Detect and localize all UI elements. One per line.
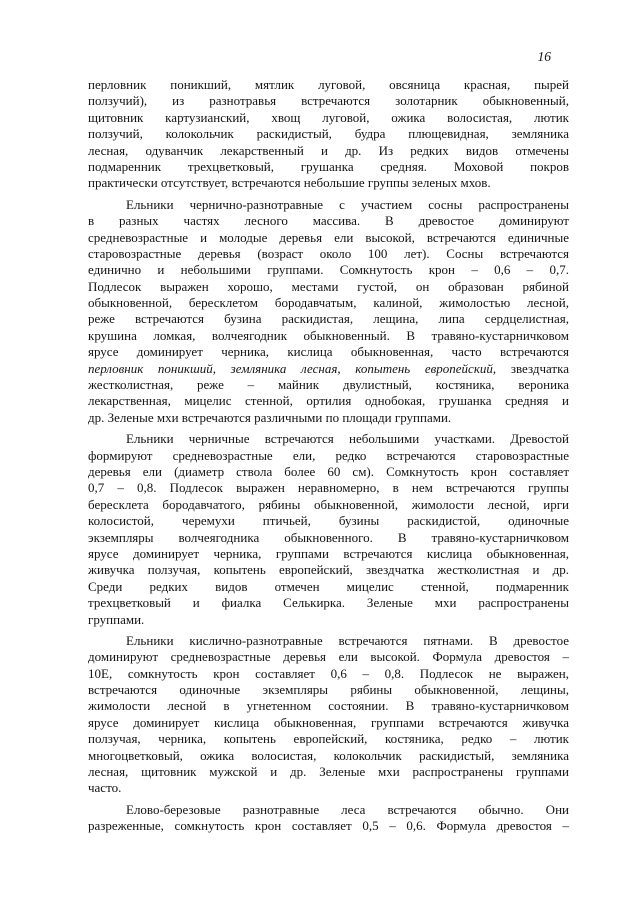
text-line: жестколистная, реже – майник двулистный, костяника, вероника <box>88 377 569 393</box>
text-line: подмаренник трехцветковый, грушанка средняя. Моховой покров <box>88 158 569 174</box>
text-line: единично и небольшими группами. Сомкнутость крон – 0,6 – 0,7. <box>88 262 569 278</box>
text-line: доминируют средневозрастные деревья ели высокой. Формула древостоя – <box>88 649 569 665</box>
text-line: обыкновенной, бересклетом бородавчатым, калиной, жимолостью лесной, <box>88 295 569 311</box>
text-line: Ельники черничные встречаются небольшими участками. Древостой <box>126 431 569 447</box>
text-line: крушина ломкая, волчеягодник обыкновенный. В травяно-кустарничковом <box>88 327 569 343</box>
paragraph <box>88 802 569 835</box>
text-line: группами. <box>88 611 145 627</box>
text-line: колосистой, черемухи птичьей, бузины раскидистой, одиночные <box>88 513 569 529</box>
text-line: живучка ползучая, копытень европейский, звездчатка жестколистная и др. <box>88 562 569 578</box>
text-line: встречаются одиночные экземпляры рябины обыкновенной, лещины, <box>88 682 569 698</box>
text-line: бересклета бородавчатого, рябины обыкновенной, жимолости лесной, ирги <box>88 496 569 512</box>
text-line: ползучая, черника, копытень европейский, костяника, редко – лютик <box>88 731 569 747</box>
text-line: ярусе доминирует черника, кислица обыкновенная, часто встречаются <box>88 344 569 360</box>
paragraph <box>88 77 569 192</box>
text-line: трехцветковый и фиалка Селькирка. Зеленые мхи распространены <box>88 595 569 611</box>
paragraph <box>88 431 569 628</box>
text-line: многоцветковый, ожика волосистая, колокольчик раскидистый, земляника <box>88 747 569 763</box>
text-line: часто. <box>88 780 122 796</box>
text-line: Елово-березовые разнотравные леса встречаются обычно. Они <box>126 801 569 817</box>
text-line: практически отсутствует, встречаются небольшие группы зеленых мхов. <box>88 175 491 191</box>
text-line: ползучий, колокольчик раскидистый, будра плющевидная, земляника <box>88 126 569 142</box>
text-line: перловник поникший, земляника лесная, копытень европейский, звездчатка <box>88 360 570 376</box>
page-number: 16 <box>537 49 551 64</box>
text-line: жимолости лесной в угнетенном состоянии. В травяно-кустарничковом <box>88 698 569 714</box>
text-line: Подлесок выражен хорошо, местами густой, он образован рябиной <box>88 278 569 294</box>
text-line: Среди редких видов отмечен мицелис стенной, подмаренник <box>88 578 569 594</box>
text-line: ярусе доминирует кислица обыкновенная, группами встречаются живучка <box>88 714 569 730</box>
text-line: лекарственная, мицелис стенной, ортилия однобокая, грушанка средняя и <box>88 393 569 409</box>
body-text <box>88 77 569 840</box>
text-line: 10Е, сомкнутость крон составляет 0,6 – 0,8. Подлесок не выражен, <box>88 665 569 681</box>
text-line: Ельники чернично-разнотравные с участием сосны распространены <box>126 196 569 212</box>
text-line: в разных частях лесного массива. В древостое доминируют <box>88 213 569 229</box>
text-line: перловник поникший, мятлик луговой, овсяница красная, пырей <box>88 77 569 92</box>
text-line: деревья ели (диаметр ствола более 60 см). Сомкнутость крон составляет <box>88 463 569 479</box>
text-line: лесная, одуванчик лекарственный и др. Из редких видов отмечены <box>88 142 569 158</box>
text-line: реже встречаются бузина раскидистая, лещина, липа сердцелистная, <box>88 311 569 327</box>
text-line: лесная, щитовник мужской и др. Зеленые мхи распространены группами <box>88 764 569 780</box>
text-line: экземпляры волчеягодника обыкновенного. В травяно-кустарничковом <box>88 529 569 545</box>
text-line: старовозрастные деревья (возраст около 100 лет). Сосны встречаются <box>88 245 569 261</box>
text-line: 0,7 – 0,8. Подлесок выражен неравномерно, в нем встречаются группы <box>88 480 569 496</box>
text-line: ползучий), из разнотравья встречаются золотарник обыкновенный, <box>88 93 569 109</box>
text-line: щитовник картузианский, хвощ луговой, ожика волосистая, лютик <box>88 109 569 125</box>
text-line: Ельники кислично-разнотравные встречаются пятнами. В древостое <box>126 632 569 648</box>
text-line: разреженные, сомкнутость крон составляет 0,5 – 0,6. Формула древостоя – <box>88 818 569 834</box>
text-line: средневозрастные и молодые деревья ели высокой, встречаются единичные <box>88 229 569 245</box>
text-line: ярусе доминирует черника, группами встречаются кислица обыкновенная, <box>88 545 569 561</box>
text-line: формируют средневозрастные ели, редко встречаются старовозрастные <box>88 447 569 463</box>
paragraph <box>88 633 569 797</box>
paragraph <box>88 197 569 426</box>
text-line: др. Зеленые мхи встречаются различными по площади группами. <box>88 409 452 425</box>
